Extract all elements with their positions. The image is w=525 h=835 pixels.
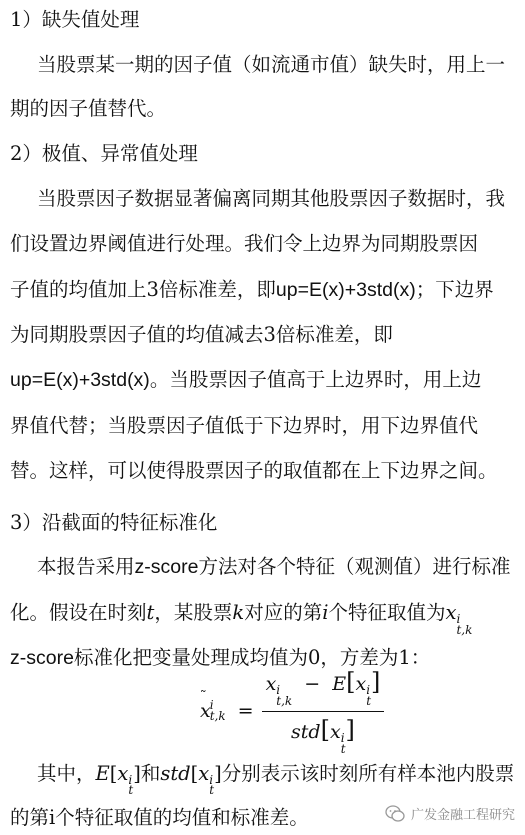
wechat-icon: [385, 805, 405, 823]
section-3-line-3: [10, 646, 430, 670]
zscore-term: z-score: [134, 556, 199, 578]
section-2-line-3: [10, 278, 494, 302]
formula-numerator: x i t,k − E[x i t ]: [262, 668, 385, 712]
section-2-line-6: 界值代替；当股票因子值低于下边界时，用下边界值代: [10, 414, 479, 437]
section-1-line-2: 期的因子值替代。: [10, 97, 167, 120]
section-2-line-3-text-a: 子值的均值加上3倍标准差，即: [10, 278, 276, 301]
upper-bound-formula: up=E(x)+3std(x): [275, 279, 416, 301]
section-3-line-1-text-a: 本报告采用: [37, 555, 135, 578]
var-x-tk: x i t,k: [445, 601, 473, 637]
section-3-line-2-text-a: 化。假设在时刻: [10, 601, 147, 624]
section-2-line-2: 们设置边界阈值进行处理。我们令上边界为同期股票因: [10, 232, 479, 255]
section-3-heading: 3）沿截面的特征标准化: [10, 511, 218, 534]
section-3-line-4-text-b: 和: [140, 762, 161, 785]
watermark: [385, 804, 515, 823]
var-k: k: [232, 601, 245, 624]
formula-equals: =: [237, 700, 254, 722]
section-3-line-4: 其中，E[x i t ]和std[x i t ]分别表示该时刻所有样本池内股票: [37, 762, 515, 797]
section-2-line-1: 当股票因子数据显著偏离同期其他股票因子数据时，我: [37, 187, 506, 210]
section-1-heading: 1）缺失值处理: [10, 8, 140, 31]
section-2-line-4: 为同期股票因子值的均值减去3倍标准差，即: [10, 323, 393, 346]
section-3-line-1: [37, 555, 510, 579]
section-2-heading: 2）极值、异常值处理: [10, 142, 198, 165]
formula-fraction: [262, 668, 385, 755]
section-1-line-1: 当股票某一期的因子值（如流通市值）缺失时，用上一: [37, 53, 506, 76]
std-symbol: std: [160, 762, 191, 785]
section-3-line-2-text-d: 个特征取值为: [328, 601, 446, 624]
section-3-line-4-text-c: 分别表示该时刻所有样本池内股票: [221, 762, 515, 785]
bound-formula-repeat: up=E(x)+3std(x): [10, 369, 150, 391]
formula-denominator: std[x i t ]: [291, 715, 355, 756]
section-2-line-7: 替。这样，可以使得股票因子的取值都在上下边界之间。: [10, 459, 498, 482]
section-3-line-2-text-b: ，某股票: [154, 601, 233, 624]
watermark-text: 广发金融工程研究: [410, 808, 515, 823]
zscore-formula: [199, 667, 384, 756]
var-i: i: [322, 601, 329, 624]
section-3-line-3-text: 标准化把变量处理成均值为0，方差为1：: [73, 646, 431, 669]
section-3-line-4-text-a: 其中，: [37, 762, 96, 785]
section-2-line-5: [10, 368, 481, 392]
mean-symbol: E: [95, 762, 110, 785]
section-2-line-3-text-c: ；下边界: [415, 278, 494, 301]
formula-lhs: x ˜ i t,k: [199, 689, 226, 723]
section-3-line-1-text-c: 方法对各个特征（观测值）进行标准: [198, 555, 511, 578]
section-3-line-5: 的第i个特征取值的均值和标准差。: [10, 806, 309, 829]
section-3-line-2-text-c: 对应的第: [244, 601, 323, 624]
zscore-term-2: z-score: [10, 647, 74, 669]
section-2-line-5-text: 。当股票因子值高于上边界时，用上边: [149, 368, 482, 391]
var-t: t: [146, 601, 155, 624]
section-3-line-2: [10, 601, 472, 636]
